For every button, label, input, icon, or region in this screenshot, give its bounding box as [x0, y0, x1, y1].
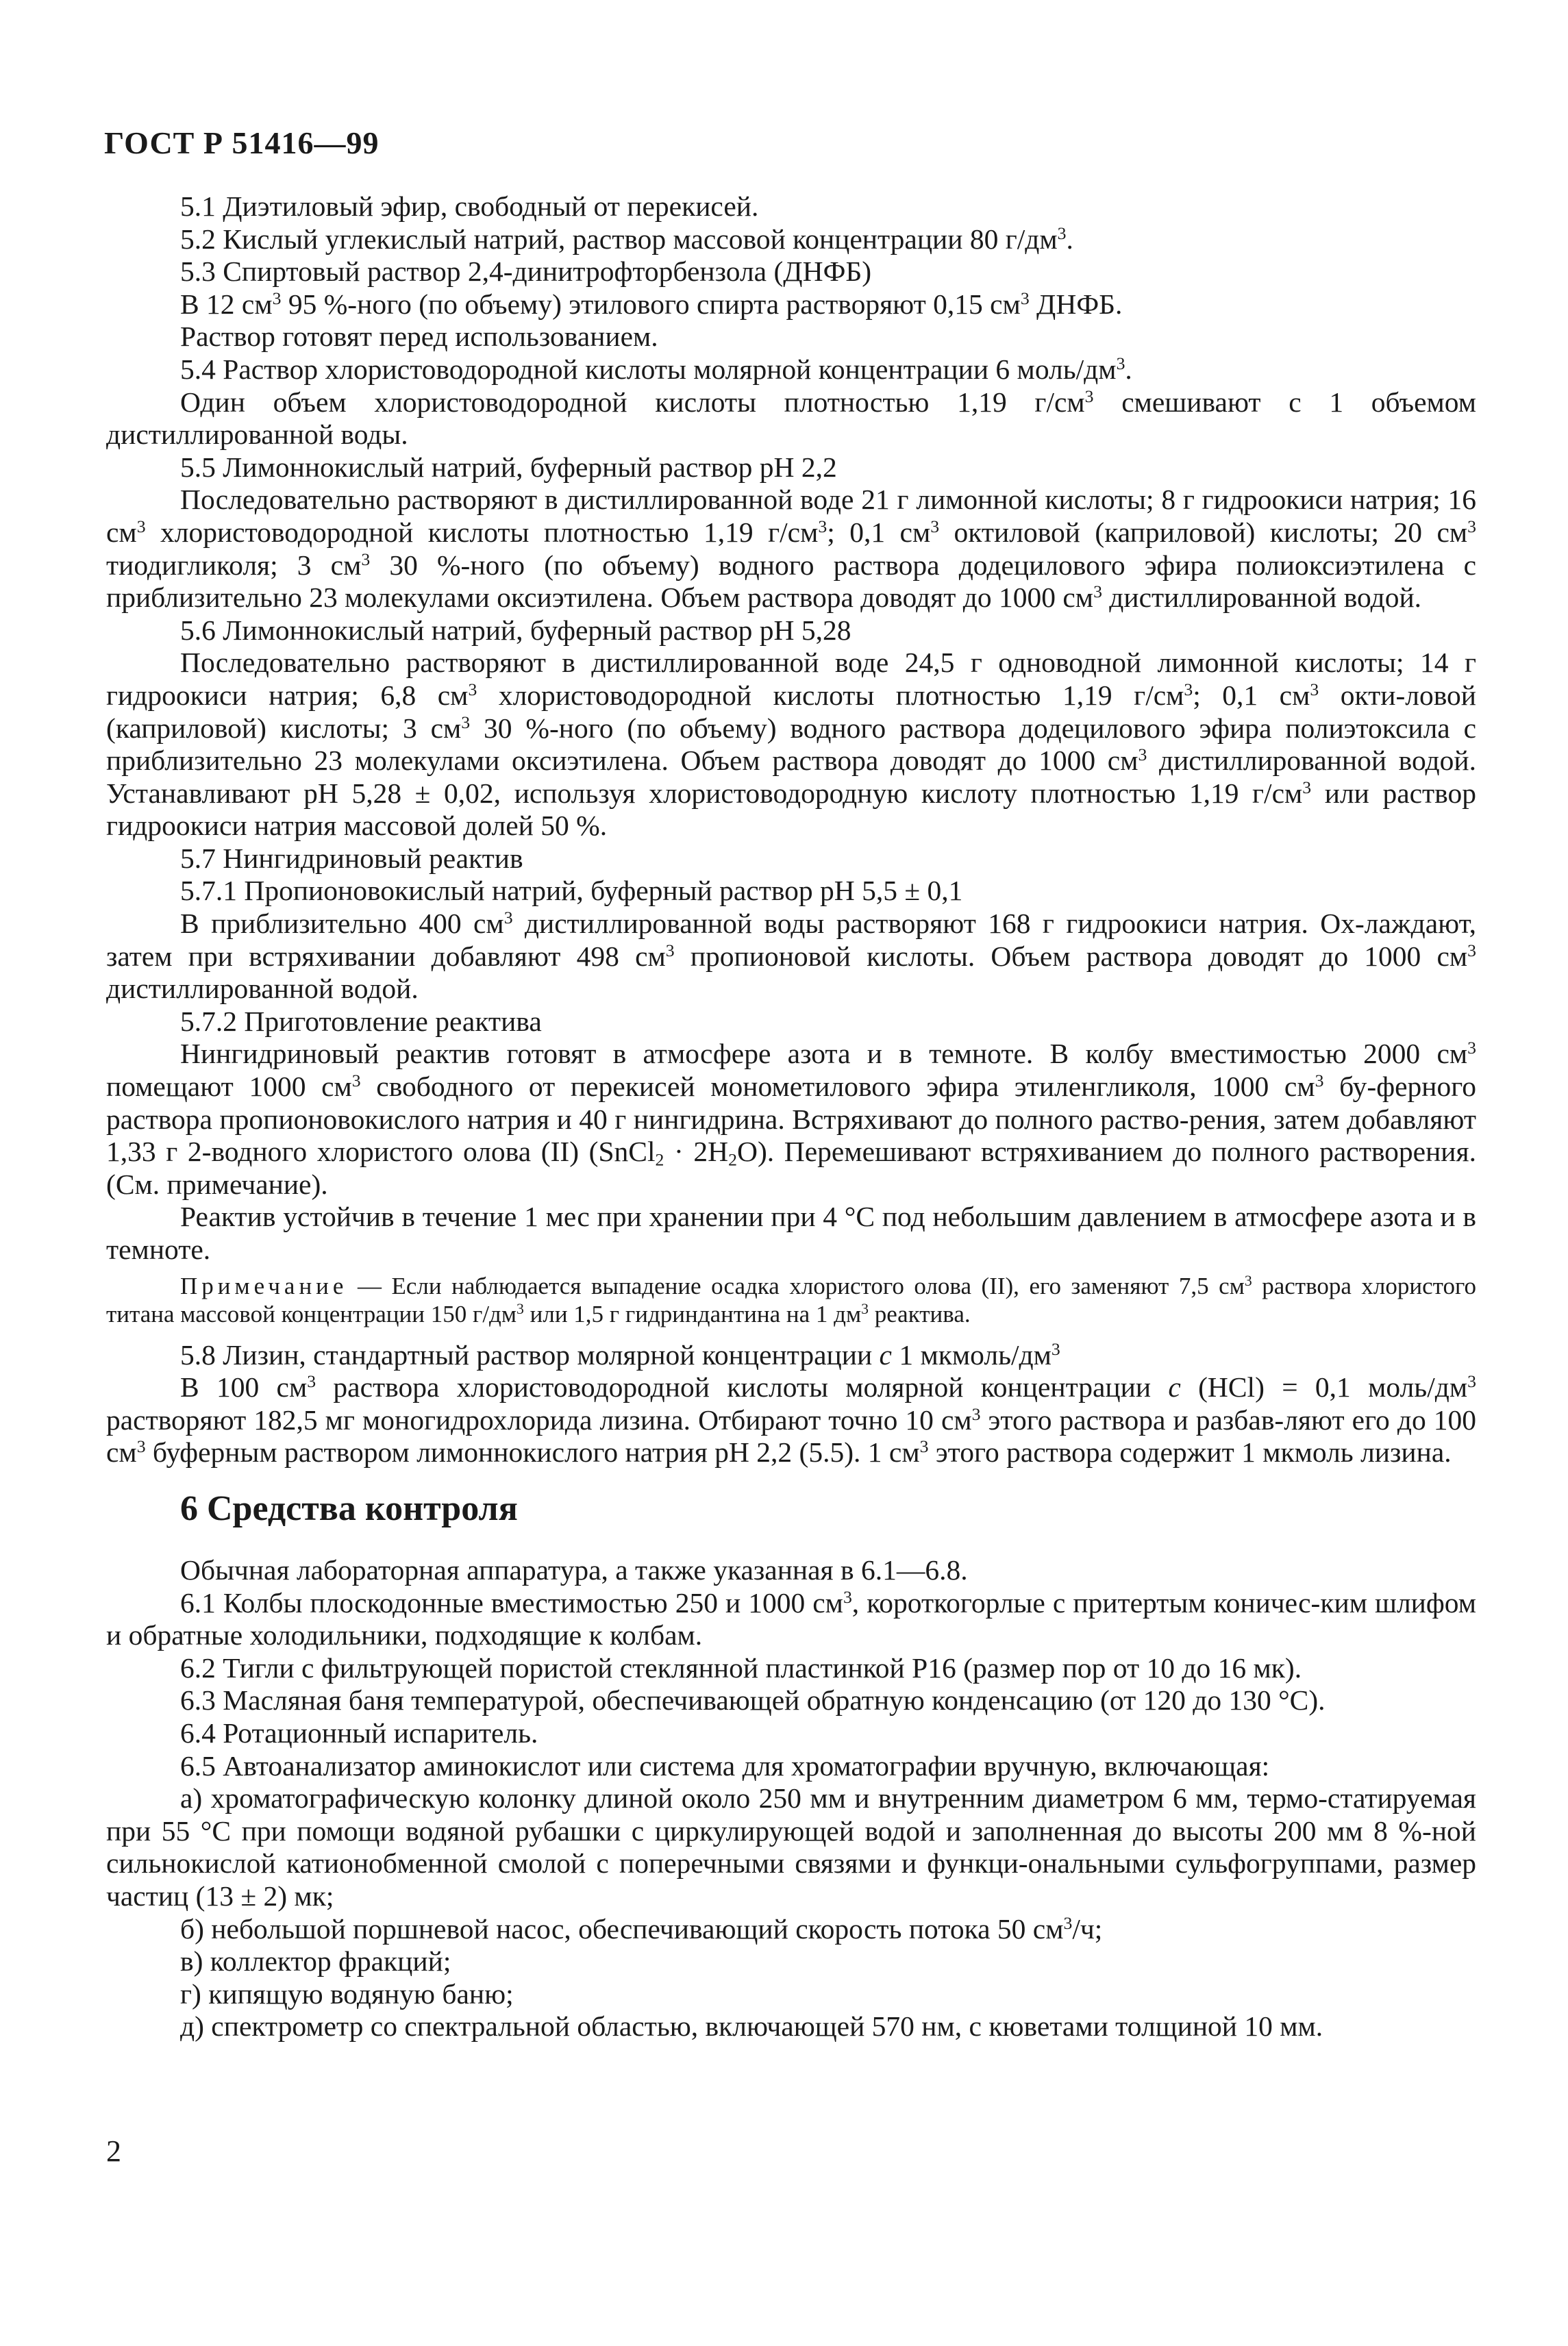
clause-5-8-text: В 100 $см^3$ раствора хлористоводородной кислоты молярной концентрации c (HCl) = 0,1 моль/$дм^3$ растворяют 182,5 мг моногидрохлорида лизина. Отбирают точно 10 $см^3$ этого раствора и разбав-ляют его до 100 $см^3$ буферным раствором лимоннокислого натрия рН 2,2 (5.5). 1 $см^3$ этого раствора содержит 1 мкмоль лизина.	[106, 1371, 1476, 1469]
clause-5-5-text: Последовательно растворяют в дистиллированной воде 21 г лимонной кислоты; 8 г гидроокиси натрия; 16 $см^3$ хлористоводородной кислоты плотностью 1,19 $г/см^3$; 0,1 $см^3$ октиловой (каприловой) кислоты; 20 $см^3$ тиодигликоля; 3 $см^3$ 30 %-ного (по объему) водного раствора додецилового эфира полиоксиэтилена с приблизительно 23 молекулами оксиэтилена. Объем раствора доводят до 1000 $см^3$ дистиллированной водой.	[106, 484, 1477, 614]
clause-5-7: 5.7 Нингидриновый реактив	[180, 842, 523, 874]
standard-header: ГОСТ Р 51416—99	[104, 125, 379, 160]
clause-5-6: 5.6 Лимоннокислый натрий, буферный раствор рН 5,28	[180, 614, 851, 646]
clause-6-1: 6.1 Колбы плоскодонные вместимостью 250 и 1000 $см^3$, короткогорлые с притертым коничес-ким шлифом и обратные холодильники, подходящие к колбам.	[106, 1586, 1476, 1651]
clause-5-4: 5.4 Раствор хлористоводородной кислоты молярной концентрации 6 моль/$дм^3$.	[180, 353, 1132, 385]
note: Примечание — Если наблюдается выпадение осадка хлористого олова (II), его заменяют 7,5 $см^3$ раствора хлористого титана массовой концентрации 150 $г/дм^3$ или 1,5 г гидриндантина на 1 $дм^3$ реактива.	[106, 1272, 1476, 1327]
clause-5-7-1: 5.7.1 Пропионовокислый натрий, буферный раствор рН 5,5 ± 0,1	[180, 875, 963, 907]
clause-5-5: 5.5 Лимоннокислый натрий, буферный раствор рН 2,2	[180, 451, 837, 483]
note-label: Примечание	[180, 1272, 348, 1299]
clause-5-1: 5.1 Диэтиловый эфир, свободный от перекисей.	[180, 190, 759, 222]
clause-5-6-text: Последовательно растворяют в дистиллированной воде 24,5 г одноводной лимонной кислоты; 14 г гидроокиси натрия; 6,8 $см^3$ хлористоводородной кислоты плотностью 1,19 $г/см^3$; 0,1 $см^3$ окти-ловой (каприловой) кислоты; 3 $см^3$ 30 %-ного (по объему) водного раствора додецилового эфира полиэтоксила с приблизительно 23 молекулами оксиэтилена. Объем раствора доводят до 1000 $см^3$ дистиллированной водой. Устанавливают рН 5,28 ± 0,02, используя хлористоводородную кислоту плотностью 1,19 $г/см^3$ или раствор гидроокиси натрия массовой долей 50 %.	[106, 647, 1476, 842]
clause-5-3: 5.3 Спиртовый раствор 2,4-динитрофторбензола (ДНФБ)	[180, 255, 872, 288]
clause-6-2: 6.2 Тигли с фильтрующей пористой стеклянной пластинкой Р16 (размер пор от 10 до 16 мк).	[180, 1651, 1302, 1684]
clause-6-3: 6.3 Масляная баня температурой, обеспечивающей обратную конденсацию (от 120 до 130 °С).	[180, 1684, 1326, 1717]
list-item-a: а) хроматографическую колонку длиной около 250 мм и внутренним диаметром 6 мм, термо-статируемая при 55 °С при помощи водяной рубашки с циркулирующей водой и заполненная до высоты 200 мм 8 %-ной сильнокислой катионобменной смолой с поперечными связями и функци-ональными сульфогруппами, размер частиц (13 ± 2) мк;	[106, 1782, 1476, 1912]
clause-5-8: 5.8 Лизин, стандартный раствор молярной концентрации c 1 мкмоль/$дм^3$	[180, 1338, 1060, 1371]
clause-5-7-2-storage: Реактив устойчив в течение 1 мес при хранении при 4 °С под небольшим давлением в атмосфере азота и в темноте.	[106, 1201, 1476, 1265]
list-item-b: б) небольшой поршневой насос, обеспечивающий скорость потока 50 $см^3/ч$;	[180, 1912, 1103, 1945]
list-item-v: в) коллектор фракций;	[180, 1945, 451, 1977]
section-6-title: 6 Средства контроля	[180, 1488, 518, 1528]
clause-5-2: 5.2 Кислый углекислый натрий, раствор массовой концентрации 80 $г/дм^3$.	[180, 223, 1073, 255]
section-6-intro: Обычная лабораторная аппаратура, а также указанная в 6.1—6.8.	[180, 1553, 968, 1586]
list-item-d: д) спектрометр со спектральной областью, включающей 570 нм, с кюветами толщиной 10 мм.	[180, 2010, 1323, 2043]
clause-5-7-2-text: Нингидриновый реактив готовят в атмосфере азота и в темноте. В колбу вместимостью 2000 $см^3$ помещают 1000 $см^3$ свободного от перекисей монометилового эфира этиленгликоля, 1000 $см^3$ бу-ферного раствора пропионовокислого натрия и 40 г нингидрина. Встряхивают до полного раство-рения, затем добавляют 1,33 г 2-водного хлористого олова (II) (SnCl$_2$ · $2H_2O$). Перемешивают встряхиванием до полного растворения. (См. примечание).	[106, 1038, 1476, 1200]
clause-6-5: 6.5 Автоанализатор аминокислот или система для хроматографии вручную, включающая:	[180, 1749, 1270, 1782]
list-item-g: г) кипящую водяную баню;	[180, 1977, 514, 2010]
clause-6-4: 6.4 Ротационный испаритель.	[180, 1717, 538, 1749]
clause-5-7-2: 5.7.2 Приготовление реактива	[180, 1005, 542, 1037]
clause-5-3-text: В 12 $см^3$ 95 %-ного (по объему) этилового спирта растворяют 0,15 $см^3$ ДНФБ.	[180, 288, 1123, 320]
clause-5-7-1-text: В приблизительно 400 $см^3$ дистиллированной воды растворяют 168 г гидроокиси натрия. Ох-лаждают, затем при встряхивании добавляют 498 $см^3$ пропионовой кислоты. Объем раствора доводят до 1000 $см^3$ дистиллированной водой.	[106, 907, 1476, 1005]
page-number: 2	[106, 2134, 121, 2168]
document-body	[106, 190, 1476, 2043]
clause-5-3-note: Раствор готовят перед использованием.	[180, 321, 658, 353]
clause-5-4-text: Один объем хлористоводородной кислоты плотностью 1,19 $г/см^3$ смешивают с 1 объемом дистиллированной воды.	[106, 386, 1476, 451]
